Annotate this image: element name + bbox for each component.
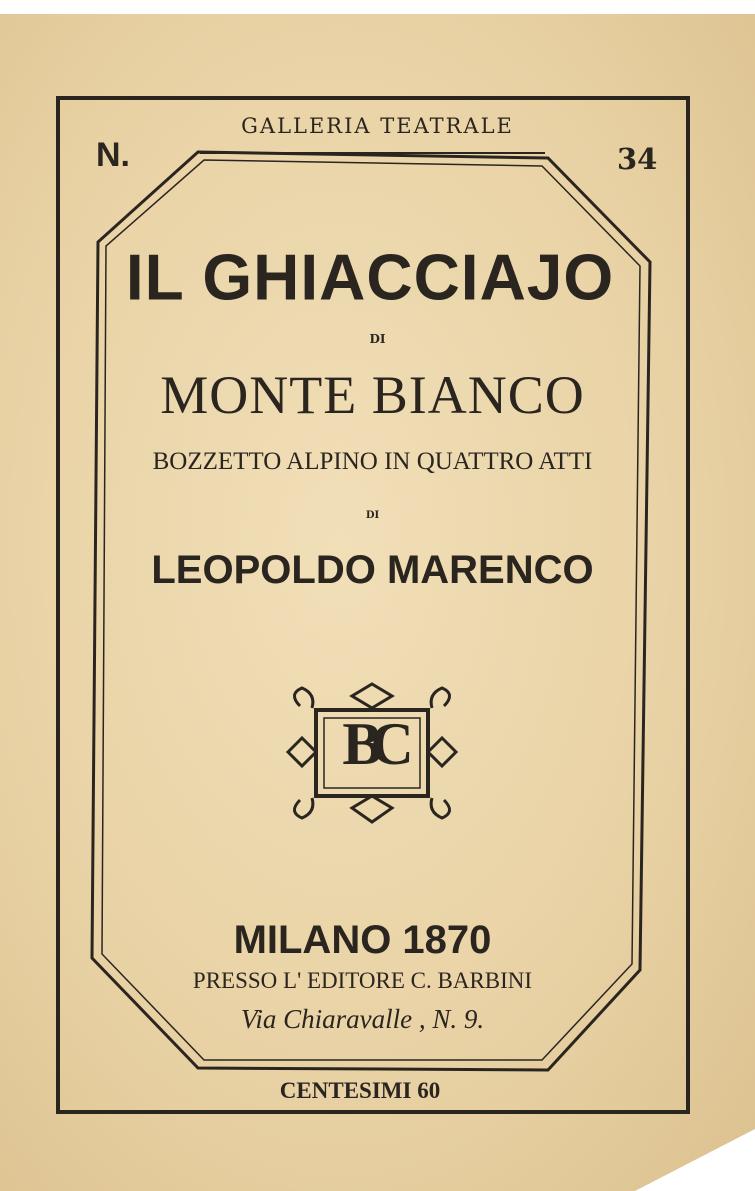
publisher-monogram: BC (342, 711, 402, 777)
series-name: GALLERIA TEATRALE (241, 114, 514, 138)
genre-description: BOZZETTO ALPINO IN QUATTRO ATTI (152, 448, 593, 475)
title-connector: DI (369, 332, 386, 346)
cover-price: CENTESIMI 60 (279, 1078, 441, 1103)
book-title: IL GHIACCIAJO (125, 240, 615, 314)
book-subtitle: MONTE BIANCO (160, 365, 585, 425)
publication-place-year: MILANO 1870 (233, 918, 492, 962)
issue-number-value: 34 (617, 142, 658, 176)
author-name: LEOPOLDO MARENCO (151, 548, 594, 592)
author-connector: DI (365, 510, 380, 521)
issue-number-label: N. (96, 136, 130, 174)
publisher-address: Via Chiaravalle , N. 9. (240, 1004, 485, 1034)
publisher-name: PRESSO L' EDITORE C. BARBINI (192, 968, 533, 993)
